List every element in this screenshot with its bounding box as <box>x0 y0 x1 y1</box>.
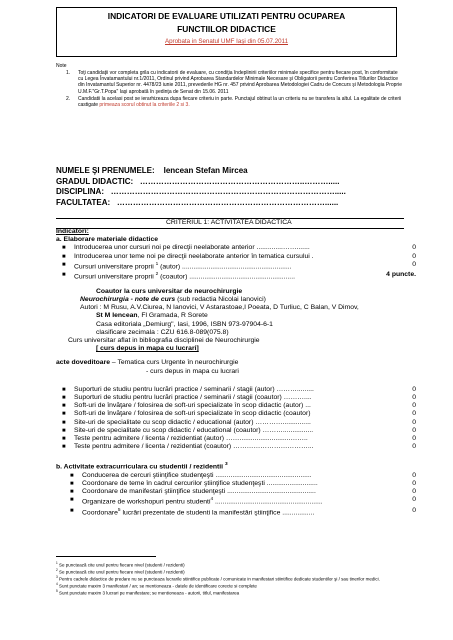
bullet-icon: ■ <box>62 436 66 442</box>
faculty-label: FACULTATEA: <box>56 197 111 207</box>
bullet-icon: ■ <box>62 261 66 268</box>
item-text: Introducerea unor cursuri noi pe direcţii neelaborate anterior ..............……....... <box>74 244 310 252</box>
footnote-separator <box>56 556 156 557</box>
item-score: 0 <box>412 496 416 504</box>
list-item <box>56 443 416 451</box>
discipline-row <box>56 187 416 198</box>
course-authors-cont <box>56 312 416 320</box>
discipline-dots: …………………………………………………………………………..... <box>110 187 346 196</box>
item-text: Teste pentru admitere / licenta / rezidentiat (autor) ……...........................…….. <box>74 435 308 442</box>
faculty-row <box>56 198 416 209</box>
section-a-heading: a. Elaborare materiale didactice <box>56 236 159 244</box>
list-item <box>56 271 416 281</box>
footnote-text: Se punctează cite unul pentru fiecare nivel (studenti / rezidenti) <box>57 569 185 575</box>
note-text: Toţi candidaţii vor completa grila cu indicatorii de evaluare, cu condiţia îndeplinirii criteriilor minimale specifice pentru fiecare post, în conformitate cu Legea Învatamantului nr.1/2011, Ordinul privind Aprobarea Standardelor Minimale Necesare şi Obligatorii pentru Conferirea Titlurilor Didactice din Invatamantul Superior nr. 4478/23 iunie 2011, prevederile HG nr. 457 privind Aprobarea Metodologiei Cadru de Concurs şi Metodologia Proprie U.M.F."Gr.T.Popa" Iaşi aprobată în şedinţa de Senat din 15.06. 2011 <box>78 70 402 95</box>
title-box <box>56 7 397 57</box>
title-line-1: INDICATORI DE EVALUARE UTILIZATI PENTRU OCUPAREA <box>107 11 346 21</box>
discipline-label: DISCIPLINA: <box>56 187 104 196</box>
footnote-item <box>56 575 406 582</box>
footnote-ref: 3 <box>224 462 228 468</box>
bullet-icon: ■ <box>70 489 74 496</box>
item-text: Suporturi de studiu pentru lucrări practice / seminarii / stagii (coautor) ……….... <box>74 393 312 401</box>
list-item <box>56 472 416 480</box>
footnote-text: Sunt punctate maxim 3 manifestari / an; se mentioneaza - datele de identificare corecte si complete <box>57 583 257 589</box>
acts-line-2: - curs depus in mapa cu lucrari <box>146 367 239 375</box>
list-item <box>56 244 416 252</box>
bullet-icon: ■ <box>62 272 66 279</box>
bullet-icon: ■ <box>70 507 74 514</box>
note-text-highlight: primeaza scorul obtinut la criteriile 2 si 3. <box>99 102 190 109</box>
highlighted-author: St M Iencean <box>96 312 138 320</box>
item-score: 0 <box>412 435 416 442</box>
item-score: 0 <box>412 506 416 514</box>
footnote-item <box>56 561 406 568</box>
coauthor-heading: Coautor la curs universitar de neurochirurgie <box>96 287 243 295</box>
note-item <box>66 70 404 95</box>
section-b-heading-text: b. Activitate extracurriculara cu studentii / rezidentii <box>56 463 225 471</box>
acts-line <box>56 359 416 367</box>
footnotes <box>56 556 406 596</box>
item-text: Site-uri de specialitate cu scop didactic / educational (autor) …………............... <box>74 418 311 426</box>
note-number: 2. <box>66 95 71 102</box>
list-item <box>56 488 416 496</box>
course-library: Curs universitar aflat in bibliografia disciplinei de Neurochirurgie <box>68 336 260 344</box>
candidate-fields <box>56 166 416 208</box>
item-score: 0 <box>412 418 416 426</box>
item-text: Conducerea de cercuri ştiinţifice studenţeşti ................................................... <box>82 471 312 479</box>
bullet-icon: ■ <box>62 411 66 418</box>
item-text-rest: ......................................................... <box>213 498 323 506</box>
grade-label: GRADUL DIDACTIC: <box>56 176 134 186</box>
acts-label: acte doveditoare <box>56 359 111 367</box>
bullet-icon: ■ <box>70 497 74 504</box>
item-score: 0 <box>412 471 416 479</box>
item-score: 0 <box>412 402 416 410</box>
footnote-number: 3 <box>56 575 58 580</box>
bullet-icon: ■ <box>62 444 66 451</box>
item-score: 0 <box>412 426 416 434</box>
grade-row <box>56 177 416 188</box>
item-text: Suporturi de studiu pentru lucrări practice / seminarii / stagii (autor) ………......... <box>74 385 314 393</box>
note-item <box>66 96 404 108</box>
footnote-item <box>56 589 406 596</box>
item-score: 4 puncte. <box>386 271 416 279</box>
item-text: Soft-uri de învăţare / folosirea de soft-uri specializate în scop didactic (coautor) <box>74 410 311 418</box>
name-value: Iencean Stefan Mircea <box>163 166 248 175</box>
list-item <box>56 386 416 394</box>
name-label: NUMELE ŞI PRENUMELE: <box>56 166 155 175</box>
item-score: 0 <box>412 260 416 268</box>
item-score: 0 <box>412 244 416 252</box>
footnote-item <box>56 582 406 589</box>
item-score: 0 <box>412 443 416 451</box>
list-item <box>56 507 416 517</box>
footnote-ref: 5 <box>117 507 121 513</box>
title-line-2: FUNCTIILOR DIDACTICE <box>177 24 276 34</box>
footnote-item <box>56 568 406 575</box>
list-item <box>56 435 416 443</box>
faculty-dots: ……………………………………………………………………...... <box>116 197 339 207</box>
footnote-text: Sunt punctate maxim 3 lucrari pe manifestare; se mentioneaza - autorii, titlul, manifestarea <box>57 590 240 596</box>
footnote-ref: 4 <box>210 497 214 503</box>
item-score: 0 <box>412 480 416 488</box>
approval-line: Aprobata in Senatul UMF Iaşi din 05.07.2011 <box>164 38 289 45</box>
footnote-ref: 1 <box>155 261 159 267</box>
item-text: Teste pentru admitere / licenta / rezidentiat (coautor) ……………………………... <box>74 443 314 451</box>
footnote-ref: 2 <box>155 272 159 278</box>
bullet-icon: ■ <box>62 394 66 401</box>
course-authors: Autori : M Rusu, A.V.Ciurea, N Ianovici, V Astarastoae,I Poeata, D Turliuc, C Balan, V Dimov, <box>80 304 359 312</box>
item-text-rest: (coautor) ........................................................ <box>158 273 295 281</box>
bullet-icon: ■ <box>62 245 66 252</box>
bullet-icon: ■ <box>70 472 74 479</box>
item-score: 0 <box>412 385 416 393</box>
list-item <box>56 261 416 271</box>
item-score: 0 <box>412 410 416 418</box>
document-body <box>56 228 416 517</box>
list-item <box>56 496 416 506</box>
item-score: 0 <box>412 252 416 260</box>
notes-list <box>66 70 404 109</box>
bullet-icon: ■ <box>62 403 66 410</box>
bullet-icon: ■ <box>62 253 66 260</box>
item-text: Cursuri universitare proprii <box>74 273 156 281</box>
authors-rest: , Fl Gramada, R Sorete <box>137 312 208 320</box>
course-classification: clasificare zecimala : CZU 616.8-089(075.8) <box>96 328 229 336</box>
footnote-number: 2 <box>56 568 58 573</box>
item-score: 0 <box>412 488 416 496</box>
section-b-heading <box>56 461 416 471</box>
note-number: 1. <box>66 70 71 76</box>
acts-text: – Tematica curs Urgente în neurochirurgie <box>110 359 239 367</box>
item-text: Soft-uri de învăţare / folosirea de soft-uri specializate în scop didactic (autor) ... <box>74 402 311 410</box>
course-title-italic: Neurochirurgia - note de curs <box>80 295 176 303</box>
list-item <box>56 402 416 410</box>
course-deposit: [ curs depus in mapa cu lucrari] <box>96 345 199 353</box>
course-publisher: Casa editoriala „Demiurg", Iasi, 1996, ISBN 973-97904-6-1 <box>96 320 273 328</box>
note-label: Note <box>56 63 67 69</box>
item-text: Coordonare de teme în cadrul cercurilor ştiinţifice studenţeşti ........................... <box>82 480 318 488</box>
footnote-text: Se punctează cite unul pentru fiecare nivel (studenti / rezidenti) <box>57 562 185 568</box>
bullet-icon: ■ <box>62 386 66 393</box>
list-item <box>56 410 416 418</box>
item-text-rest: (autor) .......................................................... <box>158 263 292 271</box>
item-text-rest: lucrări prezentate de studenti la manifestări ştiinţifice ................. <box>120 509 315 517</box>
footnote-number: 1 <box>56 561 58 565</box>
course-title <box>56 296 416 304</box>
footnote-number: 5 <box>56 589 58 594</box>
footnote-number: 4 <box>56 582 58 587</box>
bullet-icon: ■ <box>62 427 66 434</box>
grade-dots: ……………………………………………………..………..... <box>139 176 340 186</box>
list-item <box>56 253 416 261</box>
bullet-icon: ■ <box>70 481 74 488</box>
list-item <box>56 394 416 402</box>
name-row <box>56 166 416 177</box>
item-text: Cursuri universitare proprii <box>74 263 156 271</box>
footnote-text: Pentru cadrele didactice de predare nu se puncteaza lucrarile stiintifice publicate / comunicate in manifestari stiintifice dedicate studentilor şi / sau tinerilor medici. <box>57 576 380 582</box>
item-text: Coordonare de manifestari ştiinţifice studenţeşti ............................................... <box>82 488 316 496</box>
note-text: Candidatii la acelasi post se ierarhizeaza dupa fiecare criteriu in parte. Punctajul obtinut la un criteriu nu se transfera la altul. La egalitate de criterii castigate <box>78 95 402 109</box>
list-item <box>56 427 416 435</box>
indicators-label: Indicatori: <box>56 228 89 235</box>
item-text: Organizare de workshopuri pentru studenti <box>82 498 211 506</box>
course-title-rest: (sub redactia Nicolai Ianovici) <box>175 295 266 303</box>
bullet-icon: ■ <box>62 419 66 426</box>
item-text: Site-uri de specialitate cu scop didactic / educational (coautor) ………................ <box>74 426 314 434</box>
item-text: Coordonare <box>82 509 118 517</box>
list-item <box>56 419 416 427</box>
list-item <box>56 480 416 488</box>
item-text: Introducerea unor teme noi pe direcţii neelaborate anterior în tematica cursului . <box>74 252 314 260</box>
criterion-title: CRITERIUL 1: ACTIVITATEA DIDACTICĂ <box>166 219 292 226</box>
item-score: 0 <box>412 393 416 401</box>
